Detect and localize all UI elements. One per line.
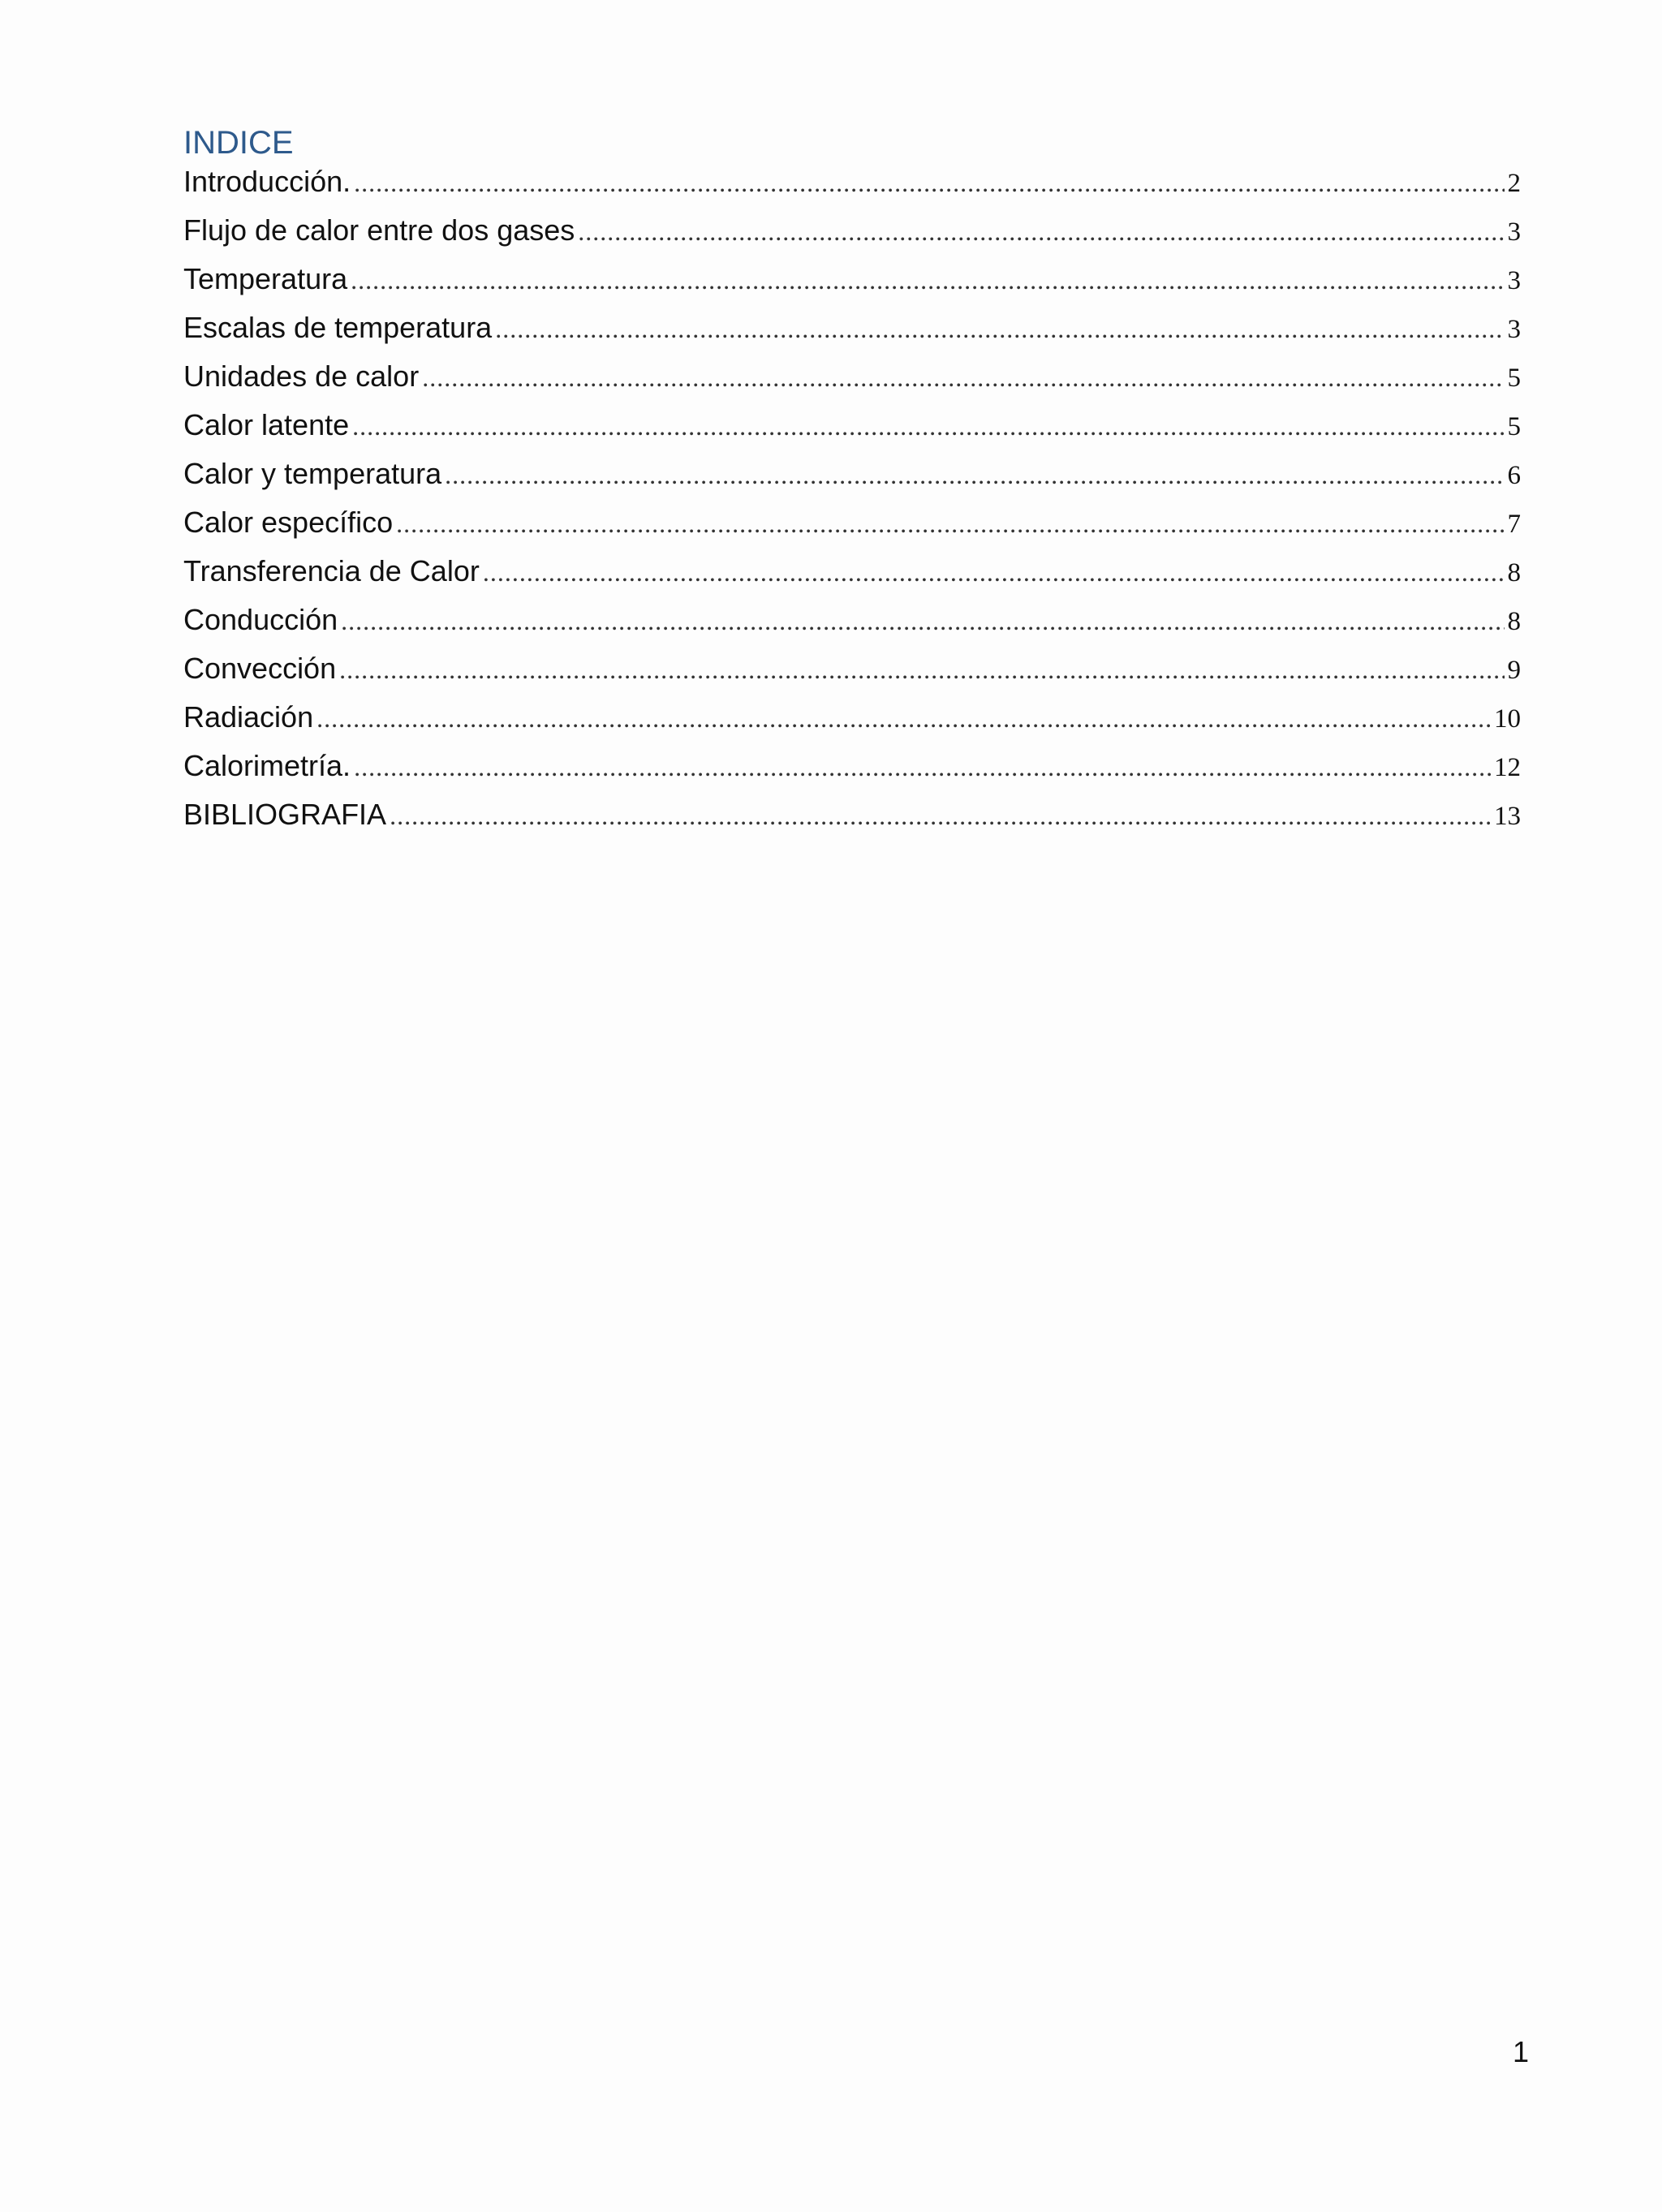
toc-entry-label: Unidades de calor <box>183 359 420 393</box>
toc-entry-label: Convección <box>183 652 337 685</box>
toc-entry-label: Calor y temperatura <box>183 457 442 490</box>
table-of-contents <box>183 123 1521 844</box>
dot-leader <box>354 747 1491 786</box>
toc-entry-label: Transferencia de Calor <box>183 554 480 587</box>
toc-entry-page: 5 <box>1507 364 1521 393</box>
dot-leader <box>495 309 1504 348</box>
toc-entry-page: 6 <box>1507 461 1521 490</box>
toc-entry[interactable] <box>183 211 1521 260</box>
toc-entry-page: 10 <box>1494 704 1521 734</box>
toc-entry-page: 5 <box>1507 412 1521 441</box>
toc-entry-label: BIBLIOGRAFIA <box>183 798 387 831</box>
dot-leader <box>483 553 1505 592</box>
toc-entry-page: 13 <box>1494 802 1521 831</box>
toc-list <box>183 162 1521 844</box>
dot-leader <box>351 260 1504 299</box>
toc-entry-label: Calorimetría. <box>183 749 351 782</box>
toc-entry[interactable] <box>183 260 1521 308</box>
dot-leader <box>339 650 1504 689</box>
dot-leader <box>341 601 1504 640</box>
toc-entry[interactable] <box>183 747 1521 795</box>
toc-entry[interactable] <box>183 552 1521 600</box>
toc-entry[interactable] <box>183 308 1521 357</box>
toc-entry-label: Conducción <box>183 603 338 636</box>
toc-entry-page: 7 <box>1507 510 1521 539</box>
toc-entry-label: Calor específico <box>183 506 394 539</box>
toc-entry-label: Temperatura <box>183 262 348 295</box>
dot-leader <box>445 455 1504 494</box>
toc-entry[interactable] <box>183 600 1521 649</box>
toc-entry-label: Radiación <box>183 700 314 734</box>
toc-entry[interactable] <box>183 795 1521 844</box>
dot-leader <box>396 504 1504 543</box>
toc-entry-page: 8 <box>1507 558 1521 587</box>
toc-entry-page: 3 <box>1507 315 1521 344</box>
toc-title: INDICE <box>183 125 294 161</box>
toc-entry-page: 2 <box>1507 169 1521 198</box>
toc-entry-page: 9 <box>1507 656 1521 685</box>
dot-leader <box>390 796 1491 835</box>
page-number: 1 <box>1513 2035 1530 2068</box>
toc-entry[interactable] <box>183 406 1521 454</box>
toc-entry[interactable] <box>183 698 1521 747</box>
dot-leader <box>422 358 1504 397</box>
dot-leader <box>578 212 1504 251</box>
toc-entry-label: Escalas de temperatura <box>183 311 493 344</box>
toc-entry[interactable] <box>183 503 1521 552</box>
toc-entry[interactable] <box>183 162 1521 211</box>
toc-entry-page: 8 <box>1507 607 1521 636</box>
toc-entry-label: Introducción. <box>183 165 351 198</box>
toc-entry-page: 3 <box>1507 266 1521 295</box>
toc-entry-label: Calor latente <box>183 408 350 441</box>
toc-entry[interactable] <box>183 357 1521 406</box>
dot-leader <box>352 407 1504 445</box>
dot-leader <box>316 699 1491 738</box>
toc-entry-page: 12 <box>1494 753 1521 782</box>
toc-entry-page: 3 <box>1507 217 1521 247</box>
toc-entry-label: Flujo de calor entre dos gases <box>183 213 575 247</box>
toc-entry[interactable] <box>183 649 1521 698</box>
toc-entry[interactable] <box>183 454 1521 503</box>
dot-leader <box>354 163 1504 202</box>
